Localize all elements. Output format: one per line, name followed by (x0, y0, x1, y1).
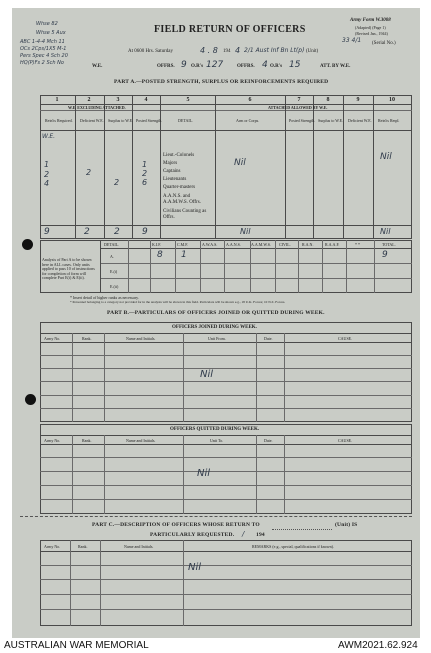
year-label: 194 (223, 49, 231, 54)
analysis-row-label: E.(i) (110, 269, 118, 274)
detail-item: Lieut.-Colonels (163, 153, 195, 158)
total-col4: 9 (142, 227, 148, 237)
total-col6: Nil (240, 227, 251, 236)
hw-col4-entry: 1 (142, 160, 148, 169)
analysis-header: A.W.A.S. (202, 242, 218, 247)
col-header: Deficient W.E. (80, 118, 104, 123)
or-value-2: 15 (289, 60, 301, 70)
col-number: 8 (326, 97, 330, 103)
col-number: 4 (144, 97, 148, 103)
corner-note: Pers Spec 4 Sch 20 (20, 53, 68, 59)
col-number: 3 (116, 97, 120, 103)
hw-col1-entry: 4 (44, 179, 50, 188)
total-col3: 2 (114, 227, 120, 237)
corner-note: OCs 2Cps/1X5 M-1 (20, 46, 67, 52)
or-label-2: O.R's (270, 64, 283, 69)
part-c-year: 194 (256, 532, 265, 538)
col-number: 7 (297, 97, 301, 103)
quitted-col-header: Date. (264, 438, 273, 443)
col-header: DETAIL. (178, 118, 194, 123)
joined-heading: OFFICERS JOINED DURING WEEK. (172, 325, 257, 330)
col-number: 10 (389, 97, 395, 103)
analysis-footnote: * Personnel belonging to a category not provided for in the analysis will be shown in this field. Particulars will be shown e.g., 18 U.K. Forces; 10 N.Z. Forces. (70, 300, 286, 304)
corner-note: ABC 1-4-4 Mch 11 (20, 39, 65, 45)
form-number: Army Form W.3008 (350, 18, 391, 23)
date-prefix: At 0600 Hrs. Saturday (128, 49, 173, 54)
total-col10: Nil (380, 227, 391, 236)
analysis-cmf-value: 1 (181, 250, 187, 260)
col-number: 2 (87, 97, 91, 103)
form-adapted: (Adapted) (Page 1) (355, 25, 386, 30)
col-header: Posted Strength. (136, 118, 163, 123)
part-c-value: Nil (188, 562, 202, 573)
offrs-value-2: 4 (262, 60, 268, 70)
hw-col4-entry: 6 (142, 178, 148, 187)
analysis-row-label: A. (110, 254, 114, 259)
hw-col1-extra: W.E. (42, 133, 56, 140)
analysis-header: * * (355, 242, 360, 247)
part-c-col-header: Army No. (44, 544, 61, 549)
col-number: 5 (186, 97, 190, 103)
quitted-table (40, 424, 412, 514)
quitted-heading: OFFICERS QUITTED DURING WEEK. (170, 427, 260, 432)
analysis-detail-head: DETAIL. (104, 242, 120, 247)
hw-col3-entry: 2 (114, 178, 120, 187)
joined-col-header: Name and Initials. (126, 336, 156, 341)
corner-note: Whse 5 Aux (36, 30, 66, 36)
analysis-kif-value: 8 (157, 250, 163, 260)
part-a-table (40, 95, 412, 239)
joined-col-header: Date. (264, 336, 273, 341)
detail-item: Civilians Counting as Offrs. (163, 209, 207, 220)
col-number: 6 (248, 97, 252, 103)
part-c-col-header: REMARKS (e.g., special, qualifications if known). (252, 544, 334, 549)
analysis-header: R.A.A.F. (325, 242, 340, 247)
quitted-col-header: CAUSE. (338, 438, 353, 443)
or-value-1: 127 (206, 60, 224, 70)
serial-label: (Serial No.) (372, 41, 396, 46)
detail-item: Majors (163, 161, 178, 166)
hw-col10-entry: Nil (380, 152, 392, 162)
part-c-heading-unit: (Unit) IS (335, 522, 358, 528)
analysis-header: K.I.F. (152, 242, 162, 247)
detail-item: Quarter-masters (163, 185, 196, 190)
quitted-col-header: Name and Initials. (126, 438, 156, 443)
col-header: Surplus to W.E. (318, 118, 344, 123)
col-header: Rein'ts Reqd. (378, 118, 400, 123)
quitted-col-header: Army No. (44, 438, 61, 443)
tear-line (20, 516, 412, 517)
page-title: FIELD RETURN OF OFFICERS (154, 24, 306, 35)
joined-table (40, 322, 412, 422)
hw-col2-entry: 2 (86, 168, 92, 177)
unit-label: (Unit) (306, 49, 319, 54)
joined-col-header: Army No. (44, 336, 61, 341)
archive-reference: AWM2021.62.924 (338, 640, 418, 651)
corner-note: HQ(P)Fs 2 Sch No (20, 60, 64, 66)
detail-item: Lieutenants (163, 177, 187, 182)
part-a-heading: PART A.—POSTED STRENGTH, SURPLUS OR REINFORCEMENTS REQUIRED (114, 79, 329, 85)
quitted-value: Nil (197, 468, 211, 479)
analysis-note: Analysis of Part A to be shown here in ALL cases. Only units applied to pass 10 of instructions for completion of form will complete Part E(i) & E(ii). (42, 257, 95, 281)
archive-footer (0, 638, 431, 653)
col-number: 1 (55, 97, 59, 103)
col-header: Deficient W.E. (348, 118, 372, 123)
archive-name: AUSTRALIAN WAR MEMORIAL (4, 640, 149, 651)
joined-col-header: Unit From. (208, 336, 226, 341)
serial-value: 33 4/1 (342, 37, 362, 44)
col-header: Rein'ts Required. (45, 118, 73, 123)
col-number: 9 (356, 97, 360, 103)
we-label: W.E. (92, 64, 103, 69)
quitted-col-header: Unit To. (210, 438, 224, 443)
joined-col-header: Rank. (82, 336, 92, 341)
unit-value: 2/1 Aust Inf Bn Lt(p) (244, 47, 305, 54)
date-value: 4 . 8 (200, 46, 218, 55)
total-col1: 9 (44, 227, 50, 237)
analysis-header: TOTAL. (382, 242, 396, 247)
offrs-value-1: 9 (181, 60, 187, 70)
part-c-table (40, 540, 412, 626)
part-c-col-header: Name and Initials. (124, 544, 154, 549)
group-left-label: W.E. EXCLUDING ATTACHED. (68, 105, 126, 110)
col-header: Arm or Corps. (236, 118, 260, 123)
part-c-heading: PART C.—DESCRIPTION OF OFFICERS WHOSE RETURN TO (92, 522, 260, 528)
analysis-header: A.A.M.W.S. (251, 242, 271, 247)
total-col2: 2 (84, 227, 90, 237)
part-c-subheading: PARTICULARLY REQUESTED. (150, 532, 235, 538)
joined-col-header: CAUSE. (338, 336, 353, 341)
punch-hole-top (22, 239, 33, 250)
att-label: ATT. BY W.E. (320, 64, 351, 69)
col-header: Posted Strength. (289, 118, 316, 123)
analysis-footnote: * Insert detail of higher ranks as necessary. (70, 295, 139, 300)
part-b-heading: PART B.—PARTICULARS OF OFFICERS JOINED OR QUITTED DURING WEEK. (107, 310, 325, 316)
detail-item: Captains (163, 169, 181, 174)
year-suffix: 4 (235, 46, 241, 55)
analysis-header: C.M.F. (177, 242, 189, 247)
analysis-total-value: 9 (382, 250, 388, 260)
analysis-header: R.A.N. (302, 242, 314, 247)
joined-value: Nil (200, 369, 214, 380)
analysis-header: A.A.N.S. (226, 242, 241, 247)
hw-col1-entry: 2 (44, 170, 50, 179)
punch-hole-bottom (25, 394, 36, 405)
detail-item: A.A.N.S. and A.A.M.W.S. Offrs. (163, 194, 201, 205)
hw-col4-entry: 2 (142, 169, 148, 178)
col-header: Surplus to W.E. (108, 118, 134, 123)
quitted-col-header: Rank. (82, 438, 92, 443)
or-label-1: O.R's (191, 64, 204, 69)
part-c-date-fill: / (242, 530, 245, 538)
hw-col1-entry: 1 (44, 160, 50, 169)
hw-col6-entry: Nil (234, 158, 246, 168)
part-c-col-header: Rank. (78, 544, 88, 549)
analysis-row-label: E.(ii) (110, 284, 119, 289)
corner-note: Whse 82 (36, 21, 58, 27)
group-right-label: ATTACHED ALLOWED BY W.E. (268, 105, 328, 110)
offrs-label-2: OFFRS. (237, 64, 255, 69)
offrs-label-1: OFFRS. (157, 64, 175, 69)
form-revised: (Revised Jan., 1944) (355, 31, 388, 36)
analysis-header: CIVIL. (279, 242, 291, 247)
